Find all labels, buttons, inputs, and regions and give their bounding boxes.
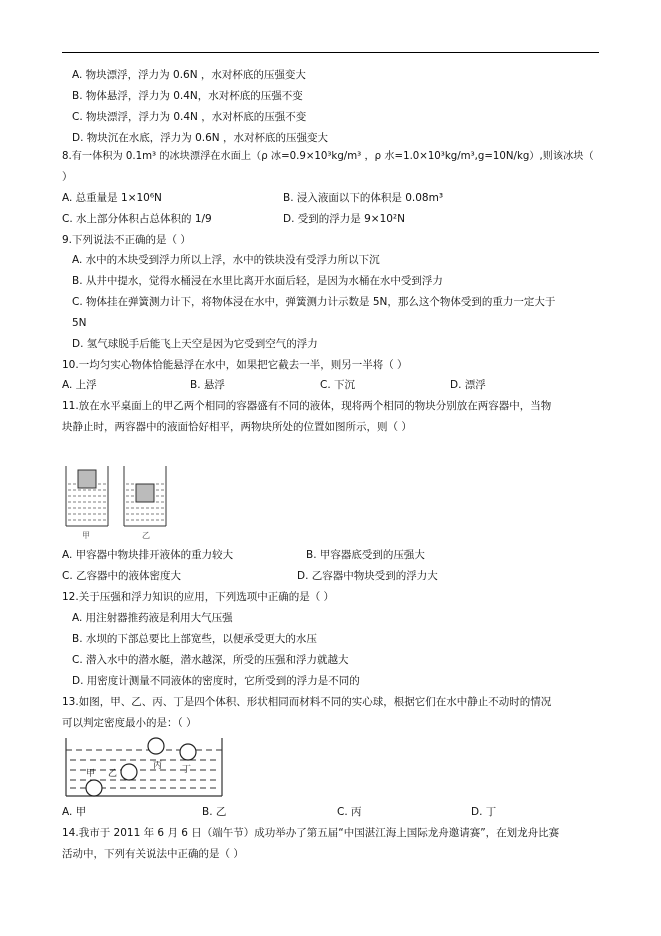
q14-stem-cont: 活动中，下列有关说法中正确的是（ ） (62, 848, 244, 860)
q11-option-d[interactable]: D. 乙容器中物块受到的浮力大 (297, 570, 438, 582)
q12-option-c[interactable]: C. 潜入水中的潜水艇，潜水越深，所受的压强和浮力就越大 (72, 654, 349, 666)
q8-option-c[interactable]: C. 水上部分体积占总体积的 1/9 (62, 213, 212, 225)
q9-option-b[interactable]: B. 从井中提水，觉得水桶浸在水里比离开水面后轻，是因为水桶在水中受到浮力 (72, 275, 443, 287)
q12-option-d[interactable]: D. 用密度计测量不同液体的密度时，它所受到的浮力是不同的 (72, 675, 360, 687)
q8-option-b[interactable]: B. 浸入液面以下的体积是 0.08m³ (283, 192, 444, 204)
q13-stem-cont: 可以判定密度最小的是：（ ） (62, 717, 197, 729)
q7-option-a[interactable]: A. 物块漂浮，浮力为 0.6N ，水对杯底的压强变大 (72, 69, 306, 81)
ball-bing (148, 738, 164, 754)
q11-option-b[interactable]: B. 甲容器底受到的压强大 (306, 549, 425, 561)
q10-option-b[interactable]: B. 悬浮 (190, 379, 225, 391)
q13-stem: 13.如图，甲、乙、丙、丁是四个体积、形状相同而材料不同的实心球，根据它们在水中静止不动时的情况 (62, 696, 552, 708)
label-yi: 乙 (108, 769, 118, 779)
q8-stem-end: ） (62, 171, 73, 183)
q12-option-b[interactable]: B. 水坝的下部总要比上部宽些，以便承受更大的水压 (72, 633, 317, 645)
q9-stem: 9.下列说法不正确的是（ ） (62, 234, 191, 246)
block-yi (136, 484, 154, 502)
q7-option-c[interactable]: C. 物块漂浮，浮力为 0.4N ，水对杯底的压强不变 (72, 111, 307, 123)
q11-option-a[interactable]: A. 甲容器中物块排开液体的重力较大 (62, 549, 234, 561)
ball-ding (180, 744, 196, 760)
q13-option-a[interactable]: A. 甲 (62, 806, 87, 818)
q10-option-c[interactable]: C. 下沉 (320, 379, 356, 391)
container-yi (124, 466, 166, 526)
q13-option-c[interactable]: C. 丙 (337, 806, 362, 818)
block-jia (78, 470, 96, 488)
q10-stem: 10.一均匀实心物体恰能悬浮在水中，如果把它截去一半，则另一半将（ ） (62, 359, 408, 371)
q11-containers-diagram (62, 460, 182, 542)
q13-option-d[interactable]: D. 丁 (471, 806, 497, 818)
q8-stem: 8.有一体积为 0.1m³ 的冰块漂浮在水面上（ρ 冰=0.9×10³kg/m³ ，ρ 水=1.0×10³kg/m³,g=10N/kg）,则该冰块（ (62, 151, 594, 162)
label-jia: 甲 (86, 769, 96, 779)
ball-yi (121, 764, 137, 780)
q11-stem-cont: 块静止时，两容器中的液面恰好相平，两物块所处的位置如图所示，则（ ） (62, 421, 412, 433)
label-ding: 丁 (182, 765, 192, 775)
q9-option-c-cont: 5N (72, 317, 87, 329)
ball-jia (86, 780, 102, 796)
q9-option-c[interactable]: C. 物体挂在弹簧测力计下，将物体浸在水中，弹簧测力计示数是 5N，那么这个物体受到的重力一定大于 (72, 296, 556, 308)
label-bing: 丙 (153, 761, 163, 771)
q13-option-b[interactable]: B. 乙 (202, 806, 227, 818)
q10-option-d[interactable]: D. 漂浮 (450, 379, 486, 391)
q14-stem: 14.我市于 2011 年 6 月 6 日（端午节）成功举办了第五届“中国湛江海上国际龙舟邀请赛”，在划龙舟比赛 (62, 827, 560, 839)
q11-option-c[interactable]: C. 乙容器中的液体密度大 (62, 570, 182, 582)
q12-stem: 12.关于压强和浮力知识的应用，下列选项中正确的是（ ） (62, 591, 335, 603)
header-rule (62, 52, 599, 53)
q12-option-a[interactable]: A. 用注射器推药液是利用大气压强 (72, 612, 233, 624)
q11-containers-figure (62, 460, 182, 542)
label-jia: 甲 (82, 531, 90, 540)
q9-option-a[interactable]: A. 水中的木块受到浮力所以上浮，水中的铁块没有受浮力所以下沉 (72, 254, 380, 266)
label-yi: 乙 (142, 531, 150, 540)
q10-option-a[interactable]: A. 上浮 (62, 379, 97, 391)
q13-balls-diagram (62, 734, 226, 800)
q13-balls-figure (62, 734, 226, 800)
q8-option-d[interactable]: D. 受到的浮力是 9×10²N (283, 213, 406, 225)
q9-option-d[interactable]: D. 氢气球脱手后能飞上天空是因为它受到空气的浮力 (72, 338, 318, 350)
q7-option-d[interactable]: D. 物块沉在水底，浮力为 0.6N ，水对杯底的压强变大 (72, 132, 328, 144)
q7-option-b[interactable]: B. 物体悬浮，浮力为 0.4N，水对杯底的压强不变 (72, 90, 303, 102)
q11-stem: 11.放在水平桌面上的甲乙两个相同的容器盛有不同的液体，现将两个相同的物块分别放在两容器中，当物 (62, 400, 552, 412)
q8-option-a[interactable]: A. 总重量是 1×10⁶N (62, 192, 162, 204)
container-jia (66, 466, 108, 526)
